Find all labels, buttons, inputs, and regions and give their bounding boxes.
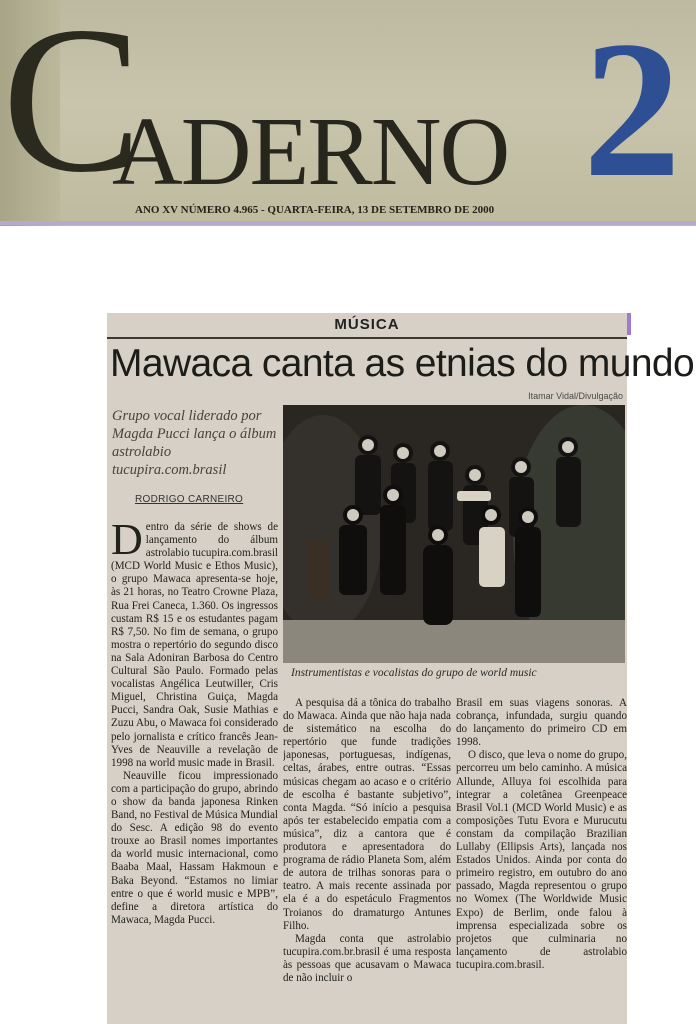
masthead-section-number: 2: [583, 1, 681, 218]
paragraph: O disco, que leva o nome do grupo, percorreu um belo caminho. A música Allunde, Alluya foi escolhida para integrar a coletânea Greenpeace Brasil Vol.1 (MCD World Music) e as composições Tutu Evora e Murucutu constam da compilação Brazilian Lullaby (Ellipsis Arts), lançada nos Estados Unidos. Ainda por conta do primeiro registro, em outubro do ano passado, Magda representou o grupo no Womex (The Worldwide Music Expo) de Berlim, onde falou à imprensa especializada sobre os projetos que culminaria no lançamento de astrolabio tucupira.com.brasil.: [456, 749, 627, 971]
photo-caption: Instrumentistas e vocalistas do grupo de world music: [291, 667, 537, 679]
paragraph: Magda conta que astrolabio tucupira.com.br.brasil é uma resposta às pessoas que acusavam o Mawaca de não incluir o: [283, 932, 451, 984]
masthead-title: ADERNO: [112, 98, 509, 206]
paragraph: Brasil em suas viagens sonoras. A cobrança, infundada, surgiu quando do lançamento do primeiro CD em 1998.: [456, 697, 627, 749]
drop-cap: D: [111, 521, 143, 564]
headline: Mawaca canta as etnias do mundo: [110, 342, 695, 385]
article-clipping: [107, 313, 695, 1024]
subheadline: Grupo vocal liderado por Magda Pucci lança o álbum astrolabio tucupira.com.brasil: [112, 408, 277, 478]
masthead-title-initial: C: [2, 0, 143, 216]
paragraph: [111, 521, 278, 770]
masthead: [0, 0, 696, 226]
masthead-divider: [0, 221, 696, 225]
article-column-3: [456, 697, 627, 1023]
paragraph: A pesquisa dá a tônica do trabalho do Mawaca. Ainda que não haja nada de sistemático na escolha do repertório que funde tradições japonesas, portuguesas, indígenas, celtas, árabes, entre outras. “Essas músicas chegam ao acaso e o critério de escolha é bastante subjetivo”, conta Magda. “Só início a pesquisa após ter estabelecido empatia com a música”, diz a cantora que é produtora e apresentadora do programa de rádio Planeta Som, além de autora de trilhas sonoras para o teatro. A mais recente assinada por ela é a do espetáculo Fragmentos Troianos do dramaturgo Antunes Filho.: [283, 697, 451, 932]
paragraph-text: entro da série de shows de lançamento do álbum astrolabio tucupira.com.brasil (MCD World Music e Ethos Music), o grupo Mawaca apresenta-se hoje, às 21 horas, no Teatro Crowne Plaza, Rua Frei Caneca, 1.360. Os ingressos custam R$ 15 e os estudantes pagam R$ 7,50. No fim de semana, o grupo mostra o repertório do segundo disco na Sala Adoniran Barbosa do Centro Cultural São Paulo. Formado pelas vocalistas Angélica Leutwiller, Cris Miguel, Christina Guiça, Magda Pucci, Sandra Oak, Susie Mathias e Zuzu Abu, o Mawaca foi considerado pelo jornalista e crítico francês Jean-Yves de Neauville a revelação de 1998 na world music made in Brasil.: [111, 521, 278, 769]
scan-edge-mark: [627, 313, 631, 335]
article-column-1: [111, 521, 278, 1021]
group-photo: [283, 405, 625, 663]
paragraph: Neauville ficou impressionado com a participação do grupo, abrindo o show da banda japonesa Rinken Band, no Festival de Música Mundial do Sesc. A edição 98 do evento trouxe ao Brasil nomes importantes da world music internacional, como Baaba Maal, Hassam Hakmoun e Baka Beyond. “Estamos no limiar entre o que é world music e MPB”, define a diretora artística do Mawaca, Magda Pucci.: [111, 769, 278, 926]
group-photo-illustration: [283, 405, 625, 663]
photo-credit: Itamar Vidal/Divulgação: [528, 391, 623, 401]
section-label: MÚSICA: [334, 316, 400, 333]
byline: RODRIGO CARNEIRO: [135, 494, 244, 505]
article-column-2: [283, 697, 451, 1023]
edition-info: ANO XV NÚMERO 4.965 - QUARTA-FEIRA, 13 DE SETEMBRO DE 2000: [135, 204, 495, 216]
